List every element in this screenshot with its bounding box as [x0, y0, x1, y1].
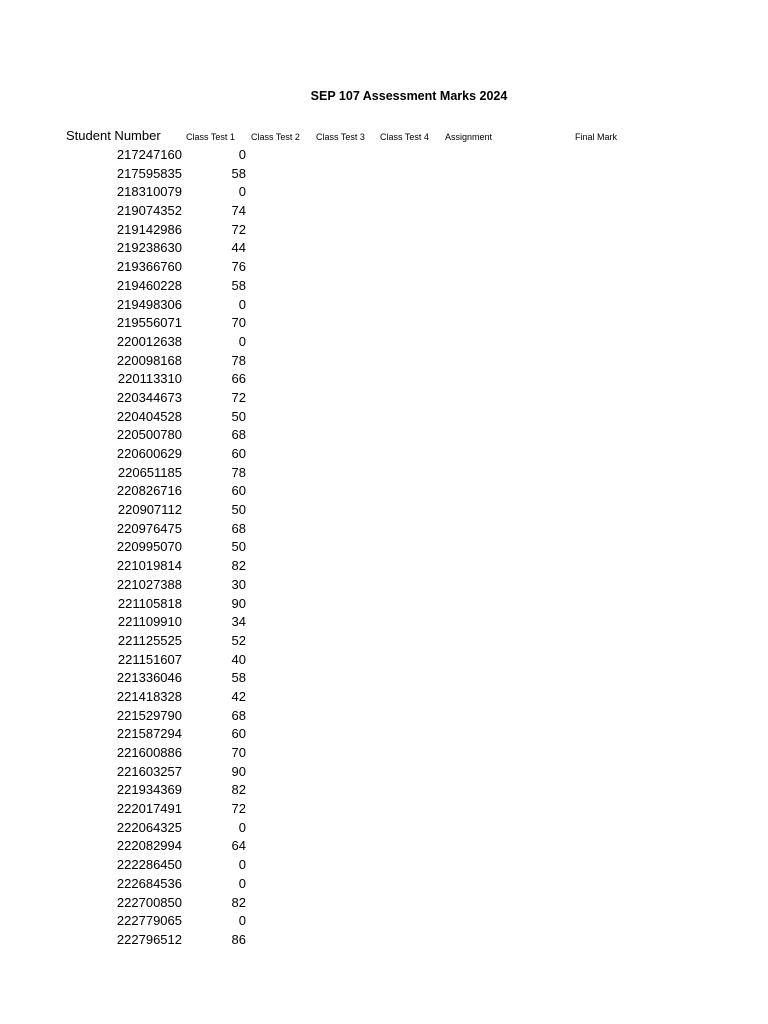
class-test-1-cell: 74 — [231, 203, 246, 219]
class-test-1-cell: 78 — [231, 464, 246, 480]
table-row — [0, 576, 768, 595]
class-test-1-cell: 0 — [238, 333, 246, 349]
student-number-cell: 221529790 — [116, 707, 182, 723]
marks-table — [0, 146, 768, 950]
class-test-1-cell: 68 — [231, 520, 246, 536]
student-number-cell: 220826716 — [116, 483, 182, 499]
class-test-1-cell: 44 — [231, 240, 246, 256]
student-number-cell: 222684536 — [116, 875, 182, 891]
student-number-cell: 221587294 — [116, 726, 182, 742]
table-row — [0, 725, 768, 744]
class-test-1-cell: 58 — [231, 165, 246, 181]
student-number-cell: 218310079 — [116, 184, 182, 200]
student-number-cell: 220976475 — [116, 520, 182, 536]
class-test-1-cell: 86 — [231, 931, 246, 947]
table-row — [0, 688, 768, 707]
student-number-cell: 222700850 — [116, 894, 182, 910]
table-row — [0, 221, 768, 240]
table-row — [0, 894, 768, 913]
table-row — [0, 837, 768, 856]
class-test-1-cell: 68 — [231, 707, 246, 723]
class-test-1-cell: 82 — [231, 782, 246, 798]
class-test-1-cell: 60 — [231, 483, 246, 499]
table-row — [0, 781, 768, 800]
class-test-1-cell: 70 — [231, 315, 246, 331]
table-row — [0, 595, 768, 614]
table-row — [0, 296, 768, 315]
class-test-1-cell: 0 — [238, 147, 246, 162]
table-row — [0, 258, 768, 277]
table-row — [0, 352, 768, 371]
student-number-cell: 221600886 — [116, 745, 182, 760]
table-row — [0, 856, 768, 875]
class-test-1-cell: 0 — [238, 875, 246, 891]
table-row — [0, 613, 768, 632]
header-class-test-2: Class Test 2 — [251, 132, 300, 142]
student-number-cell: 219142986 — [116, 221, 182, 237]
student-number-cell: 221027388 — [116, 576, 182, 592]
table-row — [0, 744, 768, 763]
table-row — [0, 202, 768, 221]
class-test-1-cell: 60 — [231, 726, 246, 742]
student-number-cell: 219556071 — [116, 315, 182, 331]
student-number-cell: 221151607 — [117, 651, 182, 667]
table-row — [0, 557, 768, 576]
student-number-cell: 220995070 — [116, 539, 182, 555]
student-number-cell: 221934369 — [116, 782, 182, 798]
table-row — [0, 239, 768, 258]
class-test-1-cell: 40 — [231, 651, 246, 667]
class-test-1-cell: 58 — [231, 277, 246, 293]
class-test-1-cell: 90 — [231, 763, 246, 779]
table-row — [0, 482, 768, 501]
table-row — [0, 875, 768, 894]
class-test-1-cell: 60 — [231, 446, 246, 461]
class-test-1-cell: 52 — [231, 632, 246, 648]
header-class-test-1: Class Test 1 — [186, 132, 235, 142]
class-test-1-cell: 82 — [231, 558, 246, 574]
table-row — [0, 800, 768, 819]
student-number-cell: 221603257 — [116, 763, 182, 779]
class-test-1-cell: 78 — [231, 352, 246, 368]
header-final-mark: Final Mark — [575, 132, 618, 142]
class-test-1-cell: 0 — [238, 184, 246, 200]
student-number-cell: 220344673 — [116, 389, 182, 405]
student-number-cell: 221418328 — [116, 688, 182, 704]
student-number-cell: 221336046 — [116, 670, 182, 686]
class-test-1-cell: 34 — [231, 614, 246, 630]
student-number-cell: 220404528 — [116, 408, 182, 424]
student-number-cell: 222286450 — [116, 857, 182, 873]
class-test-1-cell: 0 — [238, 296, 246, 312]
table-row — [0, 426, 768, 445]
table-row — [0, 669, 768, 688]
class-test-1-cell: 0 — [238, 857, 246, 873]
class-test-1-cell: 82 — [231, 894, 246, 910]
student-number-cell: 221105818 — [117, 595, 182, 611]
student-number-cell: 220651185 — [117, 464, 182, 480]
table-row — [0, 314, 768, 333]
table-row — [0, 165, 768, 184]
student-number-cell: 222796512 — [116, 931, 182, 947]
class-test-1-cell: 66 — [231, 371, 246, 387]
class-test-1-cell: 0 — [238, 913, 246, 929]
student-number-cell: 220098168 — [116, 352, 182, 368]
table-row — [0, 520, 768, 539]
table-row — [0, 333, 768, 352]
student-number-cell: 221109910 — [117, 614, 182, 630]
class-test-1-cell: 50 — [231, 502, 246, 518]
class-test-1-cell: 90 — [231, 595, 246, 611]
table-row — [0, 763, 768, 782]
student-number-cell: 220907112 — [117, 502, 182, 518]
table-row — [0, 370, 768, 389]
student-number-cell: 217247160 — [116, 147, 182, 162]
class-test-1-cell: 58 — [231, 670, 246, 686]
class-test-1-cell: 72 — [231, 801, 246, 817]
student-number-cell: 221125525 — [117, 632, 182, 648]
class-test-1-cell: 42 — [231, 688, 246, 704]
class-test-1-cell: 30 — [231, 576, 246, 592]
student-number-cell: 221019814 — [116, 558, 182, 574]
class-test-1-cell: 72 — [231, 389, 246, 405]
table-row — [0, 931, 768, 950]
student-number-cell: 220500780 — [116, 427, 182, 443]
student-number-cell: 222779065 — [116, 913, 182, 929]
student-number-cell: 222017491 — [116, 801, 182, 817]
document-title: SEP 107 Assessment Marks 2024 — [310, 89, 508, 103]
header-class-test-3: Class Test 3 — [316, 132, 365, 142]
table-row — [0, 389, 768, 408]
class-test-1-cell: 76 — [231, 259, 246, 275]
class-test-1-cell: 50 — [231, 539, 246, 555]
table-row — [0, 408, 768, 427]
student-number-cell: 219498306 — [116, 296, 182, 312]
student-number-cell: 222082994 — [116, 838, 182, 854]
table-row — [0, 707, 768, 726]
student-number-cell: 220012638 — [116, 333, 182, 349]
class-test-1-cell: 70 — [231, 745, 246, 760]
student-number-cell: 217595835 — [116, 165, 182, 181]
class-test-1-cell: 0 — [238, 819, 246, 835]
student-number-cell: 222064325 — [116, 819, 182, 835]
table-row — [0, 651, 768, 670]
table-row — [0, 146, 768, 165]
student-number-cell: 219238630 — [116, 240, 182, 256]
header-student-number: Student Number — [66, 128, 161, 143]
student-number-cell: 220113310 — [117, 371, 182, 387]
header-assignment: Assignment — [445, 132, 493, 142]
student-number-cell: 220600629 — [116, 446, 182, 461]
student-number-cell: 219074352 — [116, 203, 182, 219]
table-row — [0, 501, 768, 520]
table-row — [0, 912, 768, 931]
table-row — [0, 183, 768, 202]
table-row — [0, 445, 768, 464]
table-row — [0, 819, 768, 838]
student-number-cell: 219366760 — [116, 259, 182, 275]
class-test-1-cell: 50 — [231, 408, 246, 424]
class-test-1-cell: 72 — [231, 221, 246, 237]
table-row — [0, 277, 768, 296]
table-row — [0, 632, 768, 651]
table-row — [0, 464, 768, 483]
class-test-1-cell: 64 — [231, 838, 246, 854]
table-row — [0, 538, 768, 557]
header-class-test-4: Class Test 4 — [380, 132, 429, 142]
student-number-cell: 219460228 — [116, 277, 182, 293]
class-test-1-cell: 68 — [231, 427, 246, 443]
